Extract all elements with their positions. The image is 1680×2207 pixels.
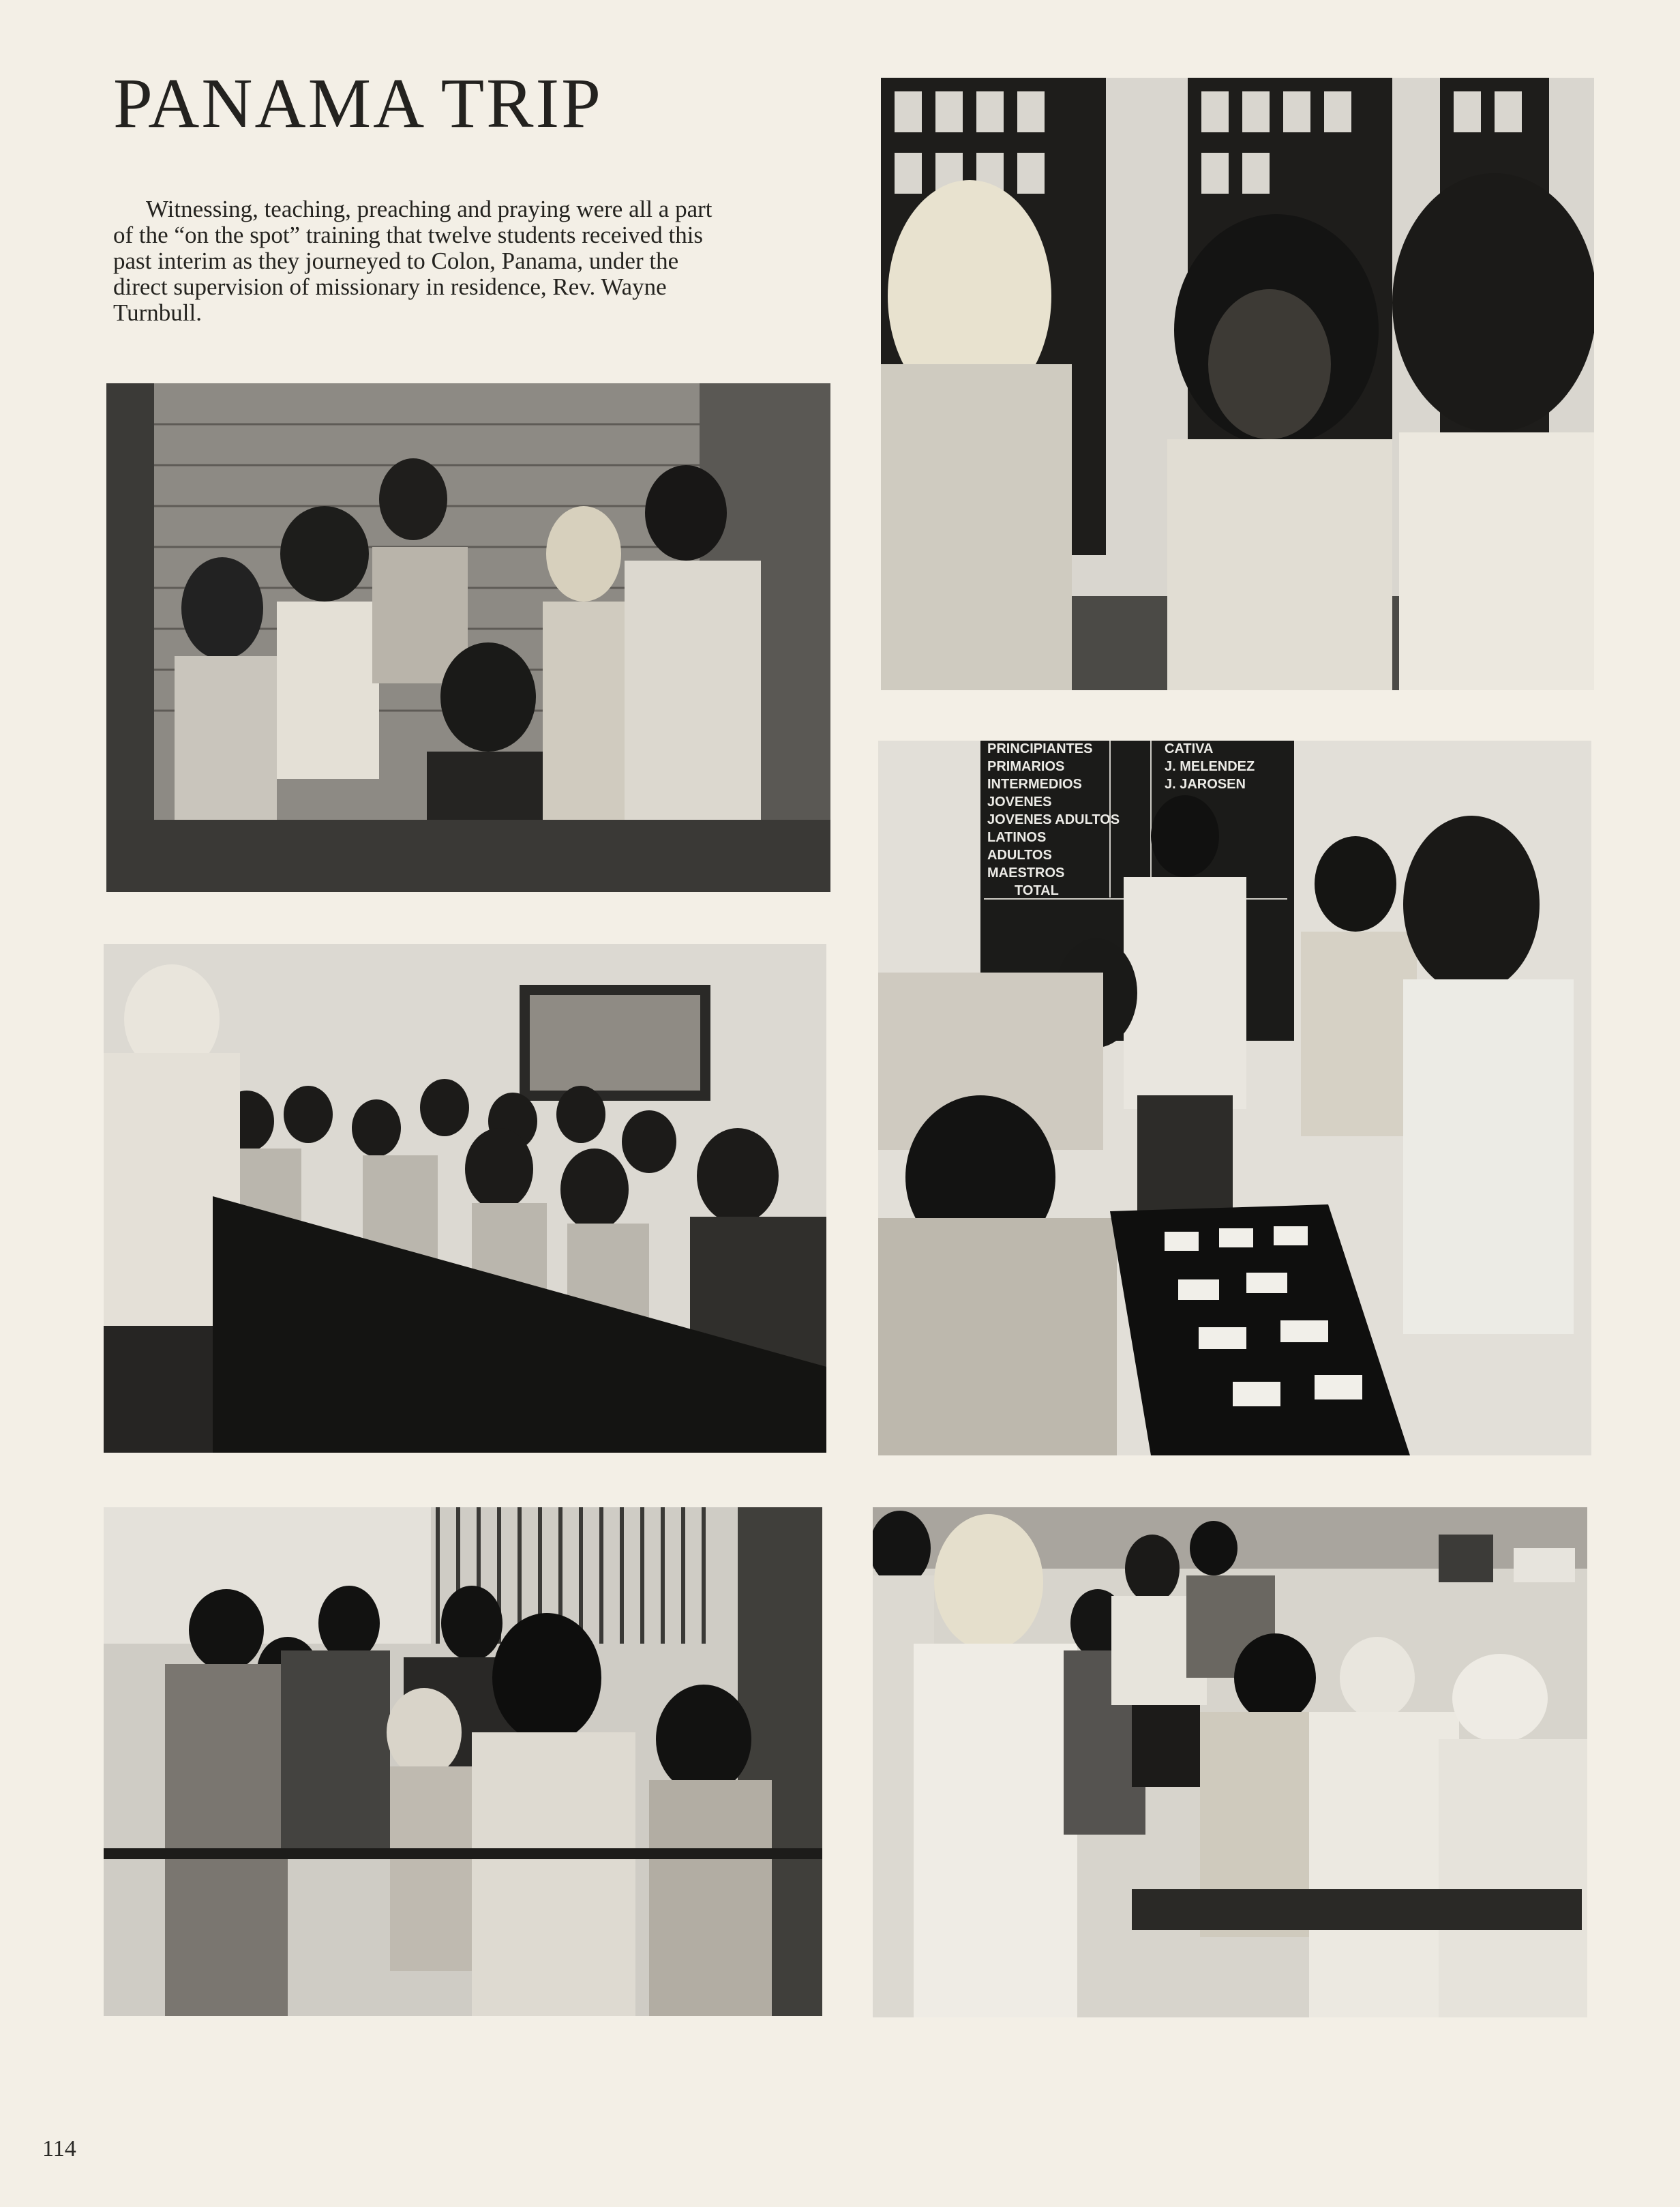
intro-line: past interim as they journeyed to Colon, Panama, under the <box>113 248 679 274</box>
board-right-entry: J. JAROSEN <box>1165 777 1246 792</box>
photo-three-women-talking <box>881 78 1594 690</box>
photo-prayer-circle-in-church <box>104 1507 822 2016</box>
board-row-label: PRIMARIOS <box>987 759 1065 774</box>
intro-line: Turnbull. <box>113 299 202 326</box>
board-row-label: TOTAL <box>1015 883 1059 898</box>
board-row-label: JOVENES ADULTOS <box>987 812 1120 827</box>
intro-paragraph <box>113 196 836 326</box>
photo-visiting-elderly-on-bench <box>873 1507 1587 2017</box>
board-row-label: JOVENES <box>987 795 1052 810</box>
board-row-label: MAESTROS <box>987 865 1065 880</box>
photo-congregation-in-pews <box>104 944 826 1453</box>
board-row-label: INTERMEDIOS <box>987 777 1082 792</box>
photo-group-outside-wooden-building <box>106 383 830 892</box>
intro-line: of the “on the spot” training that twelve students received this <box>113 222 704 248</box>
page-number: 114 <box>42 2136 76 2161</box>
board-right-entry: J. MELENDEZ <box>1165 759 1255 774</box>
board-right-entry: CATIVA <box>1165 741 1214 756</box>
page-title: PANAMA TRIP <box>113 64 603 143</box>
board-row-label: ADULTOS <box>987 848 1052 863</box>
intro-line: direct supervision of missionary in residence, Rev. Wayne <box>113 273 667 300</box>
intro-line: Witnessing, teaching, preaching and praying were all a part <box>146 196 712 222</box>
board-row-label: PRINCIPIANTES <box>987 741 1093 756</box>
photo-students-at-chalkboard <box>878 741 1591 1455</box>
board-row-label: LATINOS <box>987 830 1047 845</box>
